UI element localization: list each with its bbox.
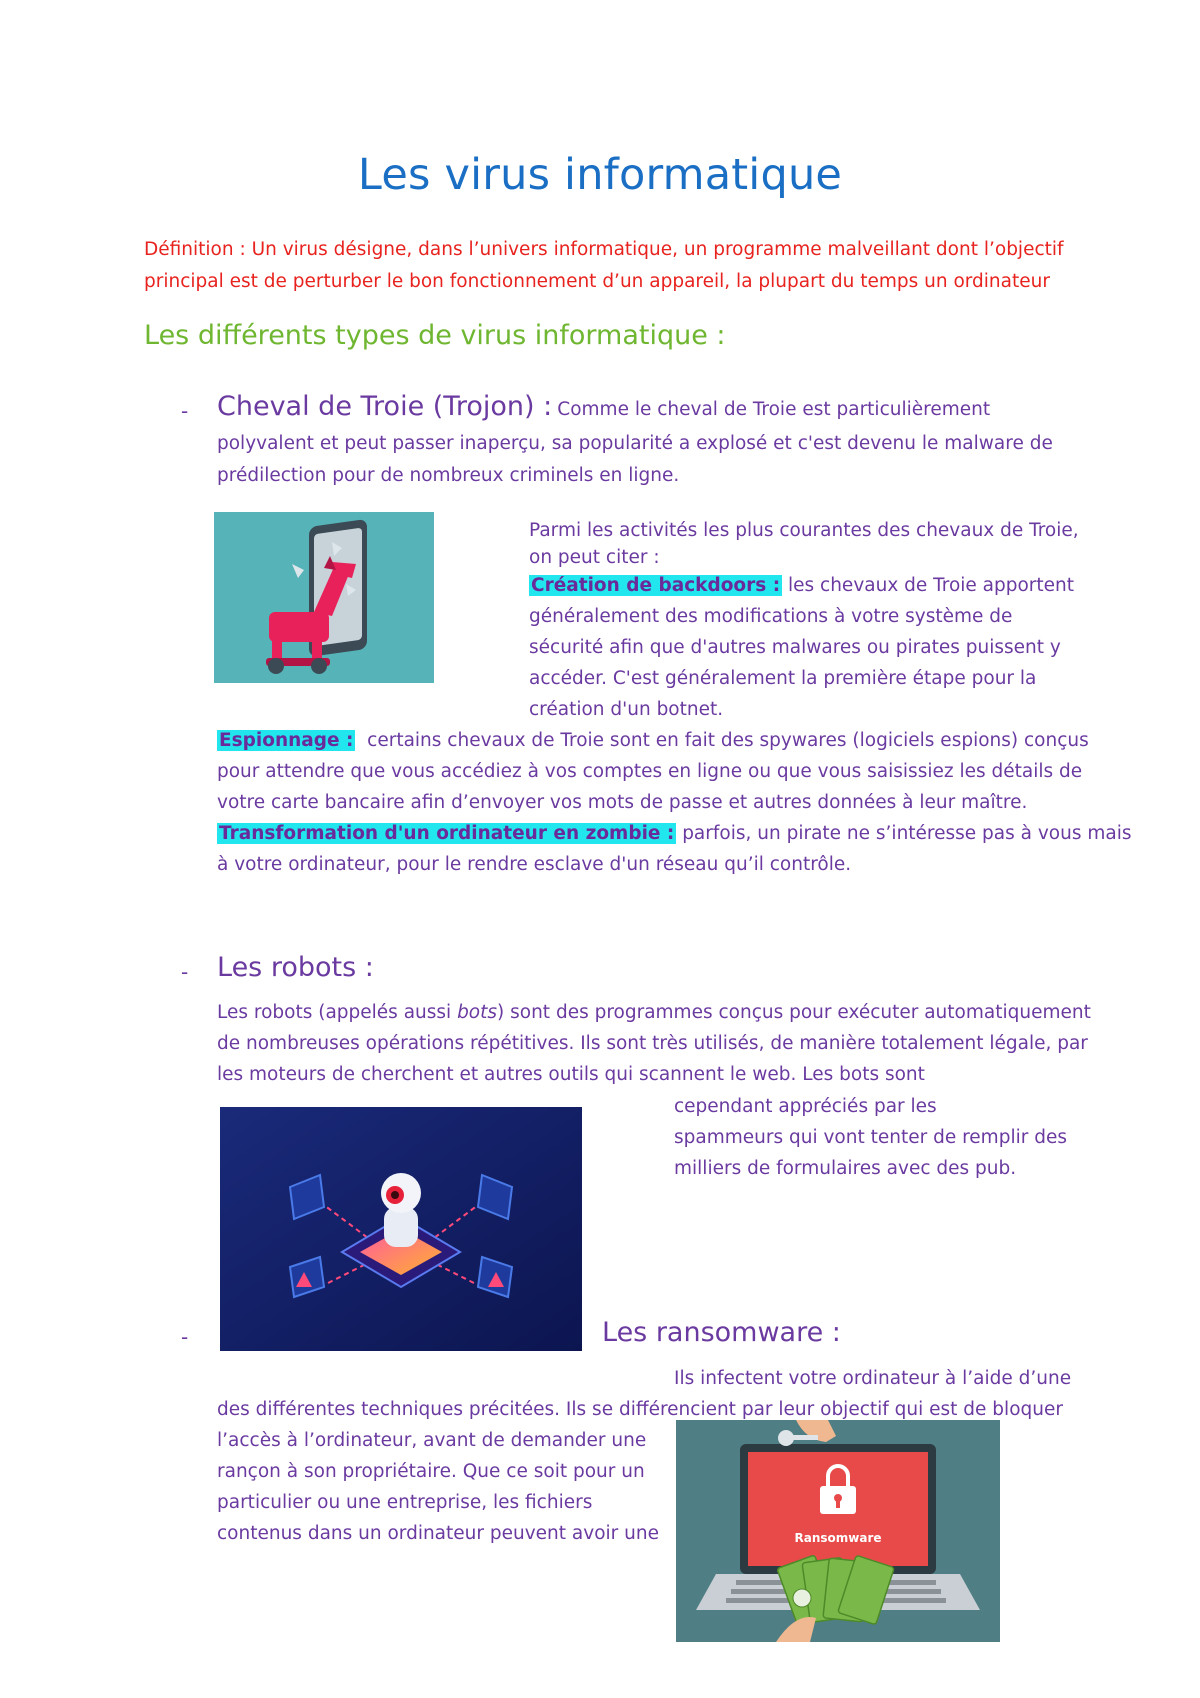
zombie-label: Transformation d'un ordinateur en zombie : bbox=[219, 823, 675, 844]
trojan-activities-line: Parmi les activités les plus courantes des chevaux de Troie, bbox=[529, 520, 1079, 541]
spy-line: pour attendre que vous accédiez à vos comptes en ligne ou que vous saisissiez les détails de bbox=[217, 761, 1083, 782]
ransomware-image-label: Ransomware bbox=[794, 1531, 882, 1545]
robots-line: les moteurs de cherchent et autres outils qui scannent le web. Les bots sont bbox=[217, 1064, 925, 1085]
robots-line: cependant appréciés par les bbox=[674, 1096, 937, 1117]
spy-line: votre carte bancaire afin d’envoyer vos mots de passe et autres données à leur maître. bbox=[217, 792, 1028, 813]
backdoors-label: Création de backdoors : bbox=[531, 575, 781, 596]
ransomware-line: rançon à son propriétaire. Que ce soit pour un bbox=[217, 1461, 645, 1482]
zombie-line bbox=[217, 818, 1132, 850]
trojan-heading-line bbox=[217, 391, 990, 426]
ransomware-line: contenus dans un ordinateur peuvent avoir une bbox=[217, 1523, 659, 1544]
backdoors-text: les chevaux de Troie apportent bbox=[788, 575, 1075, 596]
spy-text: certains chevaux de Troie sont en fait des spywares (logiciels espions) conçus bbox=[367, 730, 1089, 751]
spy-label: Espionnage : bbox=[219, 730, 354, 751]
robot-image bbox=[220, 1107, 582, 1351]
robots-heading: Les robots : bbox=[217, 952, 374, 983]
trojan-intro: Comme le cheval de Troie est particulièrement bbox=[557, 399, 991, 420]
trojan-heading: Cheval de Troie (Trojon) : bbox=[217, 391, 553, 422]
robots-line: de nombreuses opérations répétitives. Ils sont très utilisés, de manière totalement légale, par bbox=[217, 1033, 1088, 1054]
zombie-line: à votre ordinateur, pour le rendre esclave d'un réseau qu’il contrôle. bbox=[217, 854, 852, 875]
robots-line: spammeurs qui vont tenter de remplir des bbox=[674, 1127, 1067, 1148]
robots-line bbox=[217, 997, 1091, 1029]
robots-line: milliers de formulaires avec des pub. bbox=[674, 1158, 1017, 1179]
definition-paragraph bbox=[144, 234, 1074, 298]
section-heading: Les différents types de virus informatique : bbox=[144, 320, 726, 351]
definition-line: principal est de perturber le bon fonctionnement d’un appareil, la plupart du temps un ordinateur bbox=[144, 271, 1050, 292]
document-title: Les virus informatique bbox=[357, 150, 843, 200]
backdoors-line: création d'un botnet. bbox=[529, 699, 724, 720]
zombie-text: parfois, un pirate ne s’intéresse pas à vous mais bbox=[682, 823, 1132, 844]
robots-text: Les robots (appelés aussi bbox=[217, 1002, 458, 1023]
ransomware-line: l’accès à l’ordinateur, avant de demander une bbox=[217, 1430, 647, 1451]
bullet-dash: - bbox=[181, 399, 189, 423]
robots-text: ) sont des programmes conçus pour exécuter automatiquement bbox=[497, 1002, 1091, 1023]
bullet-dash: - bbox=[181, 960, 189, 984]
trojan-intro-line: prédilection pour de nombreux criminels en ligne. bbox=[217, 465, 680, 486]
backdoors-line: accéder. C'est généralement la première étape pour la bbox=[529, 668, 1037, 689]
spy-line bbox=[217, 725, 1089, 757]
trojan-activities-line: on peut citer : bbox=[529, 547, 660, 568]
ransomware-line: particulier ou une entreprise, les fichiers bbox=[217, 1492, 593, 1513]
backdoors-line: généralement des modifications à votre système de bbox=[529, 606, 1013, 627]
backdoors-line bbox=[529, 570, 1074, 602]
trojan-image bbox=[214, 512, 434, 683]
robots-text-em: bots bbox=[457, 1002, 498, 1023]
ransomware-image bbox=[676, 1420, 1000, 1642]
ransomware-line: des différentes techniques précitées. Ils se différencient par leur objectif qui est de bloquer bbox=[217, 1399, 1063, 1420]
backdoors-line: sécurité afin que d'autres malwares ou pirates puissent y bbox=[529, 637, 1061, 658]
ransomware-heading: Les ransomware : bbox=[602, 1317, 841, 1348]
definition-line: Définition : Un virus désigne, dans l’univers informatique, un programme malveillant dont l’objectif bbox=[144, 239, 1064, 260]
ransomware-line: Ils infectent votre ordinateur à l’aide d’une bbox=[674, 1368, 1072, 1389]
bullet-dash: - bbox=[181, 1325, 189, 1349]
trojan-intro-line: polyvalent et peut passer inaperçu, sa popularité a explosé et c'est devenu le malware de bbox=[217, 433, 1053, 454]
